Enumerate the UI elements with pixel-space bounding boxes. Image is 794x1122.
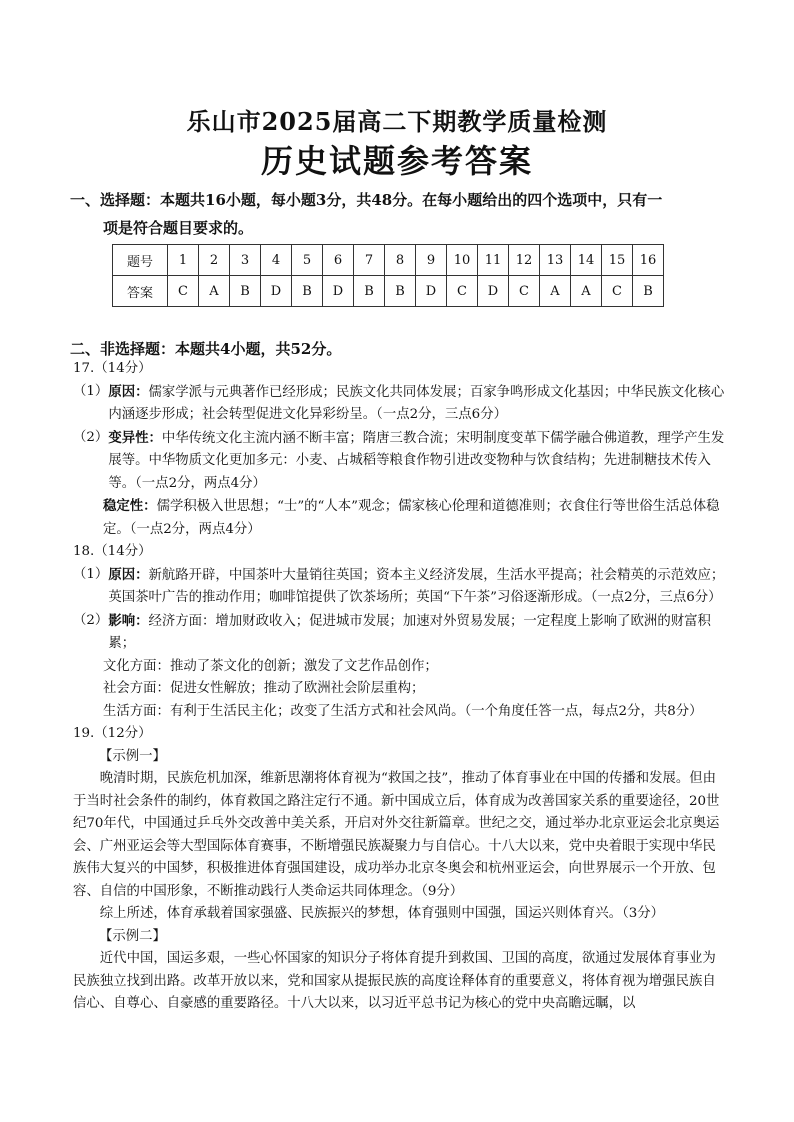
question-18-life: 生活方面：有利于生活民主化；改变了生活方式和社会风尚。（一个角度任答一点，每点2分，共8分） — [103, 703, 703, 719]
answer-cell: A — [571, 276, 602, 307]
answer-key-title: 历史试题参考答案 — [260, 142, 533, 180]
section-1-line1: 一、选择题：本题共16小题，每小题3分，共48分。在每小题给出的四个选项中，只有一 — [70, 191, 663, 209]
answer-table-number-row — [113, 245, 664, 276]
number-cell: 4 — [261, 245, 292, 276]
number-cell: 6 — [323, 245, 354, 276]
answer-body — [73, 358, 726, 1016]
question-19-head: 19.（12分） — [73, 726, 152, 741]
answer-cell: C — [447, 276, 478, 307]
question-18-head: 18.（14分） — [73, 544, 152, 559]
answer-cell: C — [168, 276, 199, 307]
row-label-number: 题号 — [113, 245, 168, 276]
section-1-line2: 项是符合题目要求的。 — [103, 219, 254, 237]
answer-cell: D — [323, 276, 354, 307]
question-18-culture: 文化方面：推动了茶文化的创新；激发了文艺作品创作； — [103, 658, 438, 674]
answer-cell: A — [199, 276, 230, 307]
number-cell: 7 — [354, 245, 385, 276]
part-number: （1） — [73, 566, 109, 582]
answer-cell: A — [540, 276, 571, 307]
part-label: 原因： — [108, 566, 149, 583]
question-17-part-2 — [73, 427, 726, 496]
answer-table-answer-row — [113, 276, 664, 307]
number-cell: 5 — [292, 245, 323, 276]
part-text: 经济方面：增加财政收入；促进城市发展；加速对外贸易发展；一定程度上影响了欧洲的财富积累； — [108, 613, 711, 651]
number-cell: 10 — [447, 245, 478, 276]
example-2-paragraph-1: 近代中国，国运多艰，一些心怀国家的知识分子将体育提升到救国、卫国的高度，欲通过发展体育事业为民族独立找到出路。改革开放以来，党和国家从提振民族的高度诠释体育的重要意义，将体育视为增强民族自信心、自尊心、自豪感的重要路径。十八大以来，以习近平总书记为核心的党中央高瞻远瞩，以 — [73, 951, 716, 1011]
question-18-part-1 — [73, 564, 726, 610]
answer-cell: B — [385, 276, 416, 307]
number-cell: 12 — [509, 245, 540, 276]
example-1-paragraph-1: 晚清时期，民族危机加深，维新思潮将体育视为“救国之技”，推动了体育事业在中国的传播和发展。但由于当时社会条件的制约，体育救国之路注定行不通。新中国成立后，体育成为改善国家关系的重要途径，20世纪70年代，中国通过乒乓外交改善中美关系，开启对外交往新篇章。世纪之交，通过举办北京亚运会北京奥运会、广州亚运会等大型国际体育赛事，不断增强民族凝聚力与自信心。十八大以来，党中央着眼于实现中华民族伟大复兴的中国梦，积极推进体育强国建设，成功举办北京冬奥会和杭州亚运会，向世界展示一个开放、包容、自信的中国形象，不断推动践行人类命运共同体理念。（9分） — [73, 771, 720, 899]
example-1-tag: 【示例一】 — [99, 748, 166, 764]
section-2-heading: 二、非选择题：本题共4小题，共52分。 — [70, 340, 342, 358]
answer-cell: B — [230, 276, 261, 307]
answer-cell: D — [416, 276, 447, 307]
question-17-head: 17.（14分） — [73, 361, 152, 376]
number-cell: 9 — [416, 245, 447, 276]
number-cell: 2 — [199, 245, 230, 276]
part-text: 儒家学派与元典著作已经形成；民族文化共同体发展；百家争鸣形成文化基因；中华民族文化核心内涵逐步形成；社会转型促进文化异彩纷呈。（一点2分，三点6分） — [108, 384, 725, 422]
question-18-part-2 — [73, 610, 726, 656]
question-17-part-1 — [73, 381, 726, 427]
answer-cell: D — [261, 276, 292, 307]
part-label: 原因： — [108, 383, 149, 400]
part-number: （1） — [73, 383, 109, 399]
number-cell: 3 — [230, 245, 261, 276]
exam-title: 乐山市2025届高二下期教学质量检测 — [186, 107, 608, 136]
question-17-stability — [73, 495, 726, 541]
part-label: 稳定性： — [103, 498, 157, 514]
example-1-paragraph-2: 综上所述，体育承载着国家强盛、民族振兴的梦想，体育强则中国强，国运兴则体育兴。（3分） — [99, 906, 665, 921]
part-number: （2） — [73, 612, 109, 628]
number-cell: 11 — [478, 245, 509, 276]
number-cell: 15 — [602, 245, 633, 276]
part-text: 新航路开辟，中国茶叶大量销往英国；资本主义经济发展，生活水平提高；社会精英的示范效应；英国茶叶广告的推动作用；咖啡馆提供了饮茶场所；英国“下午茶”习俗逐渐形成。（一点2分，三点6分） — [108, 567, 725, 605]
answer-cell: D — [478, 276, 509, 307]
number-cell: 1 — [168, 245, 199, 276]
example-2-tag: 【示例二】 — [99, 928, 166, 944]
row-label-answer: 答案 — [113, 276, 168, 307]
answer-cell: B — [354, 276, 385, 307]
number-cell: 8 — [385, 245, 416, 276]
part-text: 儒学积极入世思想；“士”的“人本”观念；儒家核心伦理和道德准则；衣食住行等世俗生活总体稳定。（一点2分，两点4分） — [103, 499, 720, 537]
number-cell: 13 — [540, 245, 571, 276]
answer-cell: B — [292, 276, 323, 307]
number-cell: 16 — [633, 245, 664, 276]
part-text: 中华传统文化主流内涵不断丰富；隋唐三教合流；宋明制度变革下儒学融合佛道教，理学产生发展等。中华物质文化更加多元：小麦、占城稻等粮食作物引进改变物种与饮食结构；先进制糖技术传入等。（一点2分，两点4分） — [108, 430, 725, 491]
section-1-heading — [70, 186, 730, 242]
question-18-society: 社会方面：促进女性解放；推动了欧洲社会阶层重构； — [103, 681, 425, 696]
answer-cell: C — [509, 276, 540, 307]
answer-cell: C — [602, 276, 633, 307]
number-cell: 14 — [571, 245, 602, 276]
part-label: 变异性： — [108, 429, 162, 446]
answer-table — [112, 244, 664, 307]
part-number: （2） — [73, 429, 109, 445]
answer-cell: B — [633, 276, 664, 307]
part-label: 影响： — [108, 612, 149, 629]
